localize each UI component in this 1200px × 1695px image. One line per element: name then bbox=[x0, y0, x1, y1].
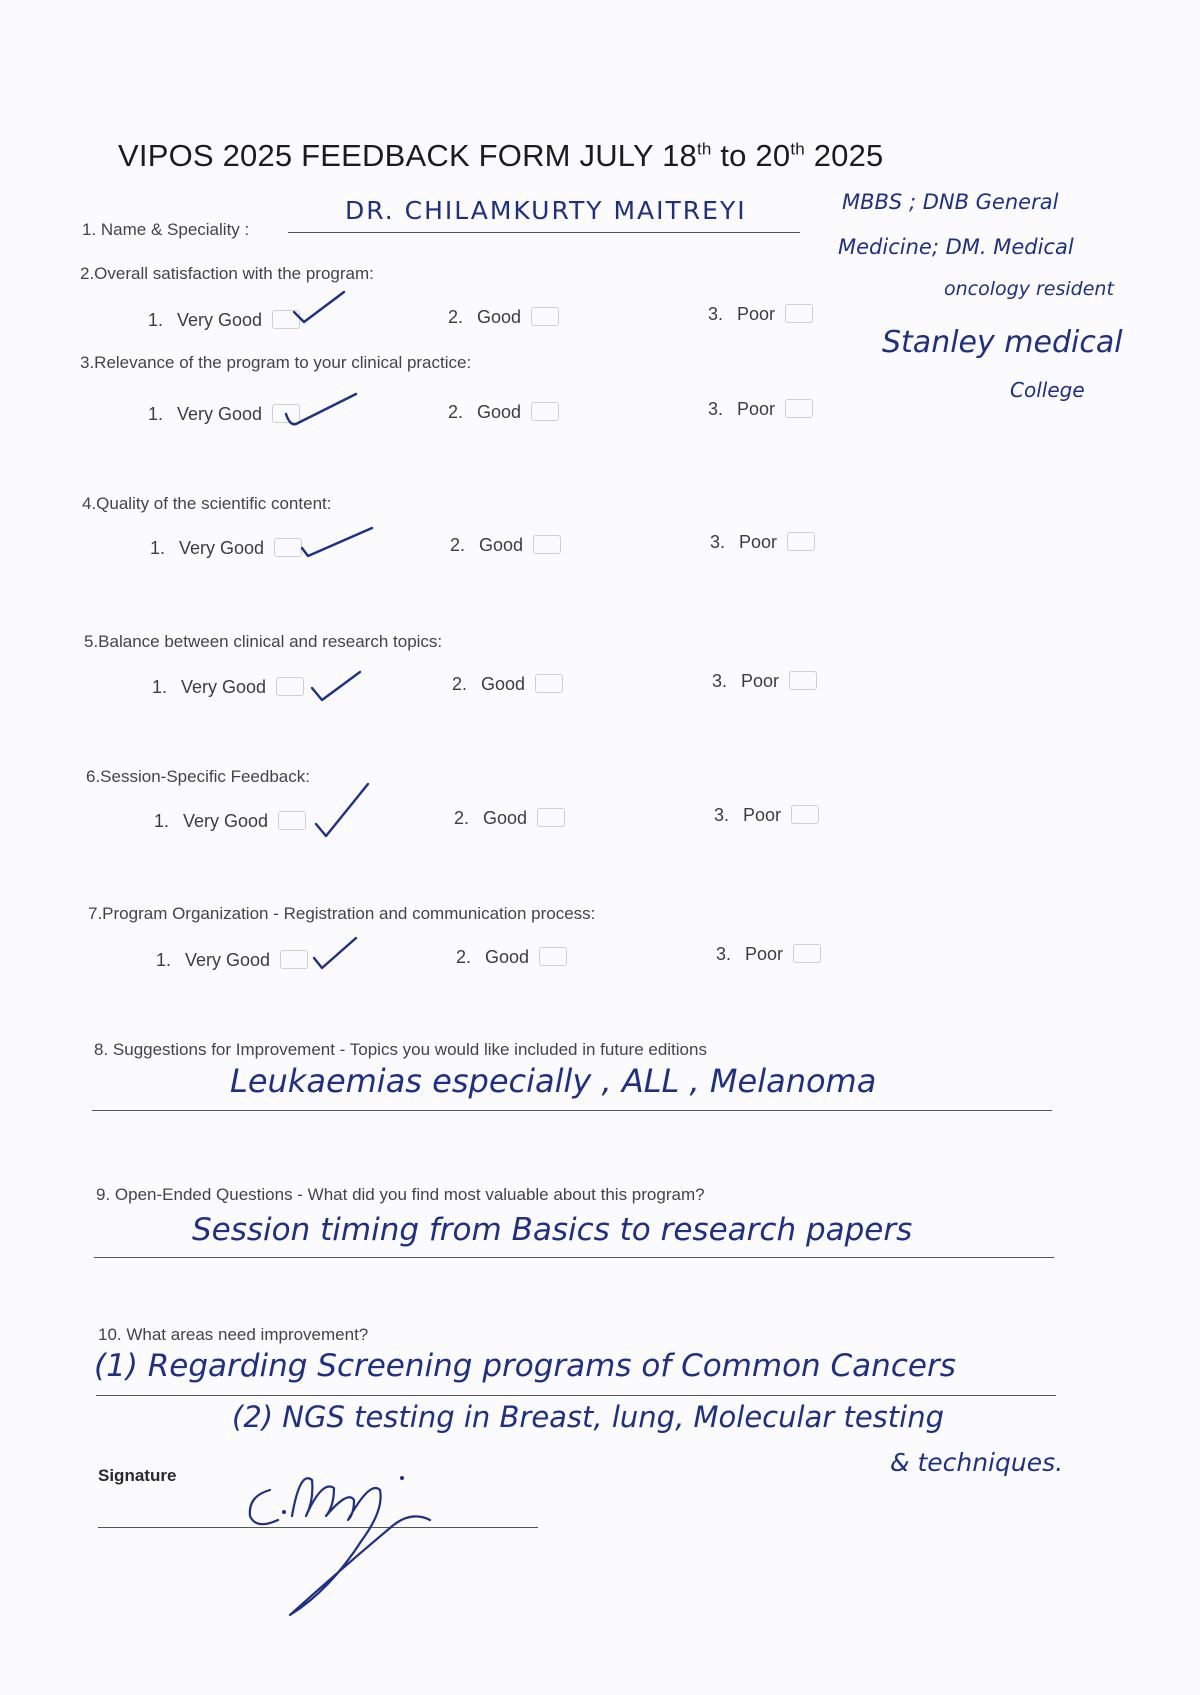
q5-option-good[interactable] bbox=[452, 674, 563, 695]
q2-option-poor[interactable] bbox=[708, 304, 813, 325]
most-valuable-line bbox=[94, 1257, 1054, 1258]
suggestions-line bbox=[92, 1110, 1052, 1111]
q7-option-good[interactable] bbox=[456, 947, 567, 968]
q2-option-good[interactable] bbox=[448, 307, 559, 328]
q5-check-mark bbox=[308, 666, 368, 706]
q5-option-very-good[interactable] bbox=[152, 677, 304, 698]
suggestions-answer[interactable]: Leukaemias especially , ALL , Melanoma bbox=[230, 1062, 877, 1100]
q2-check-mark bbox=[290, 288, 350, 328]
checkbox[interactable] bbox=[533, 535, 561, 554]
question-suggestions: 8. Suggestions for Improvement - Topics you would like included in future editions bbox=[94, 1040, 707, 1059]
option-number: 3. bbox=[708, 399, 724, 419]
q6-option-good[interactable] bbox=[454, 808, 565, 829]
option-label: Very Good bbox=[177, 404, 263, 424]
option-label: Poor bbox=[741, 671, 780, 691]
q6-option-poor[interactable] bbox=[714, 805, 819, 826]
q3-option-good[interactable] bbox=[448, 402, 559, 423]
speciality-line-1: MBBS ; DNB General bbox=[842, 190, 1059, 214]
q6-option-very-good[interactable] bbox=[154, 811, 306, 832]
option-number: 2. bbox=[448, 402, 464, 422]
option-number: 2. bbox=[456, 947, 472, 967]
improvement-answer-line-3[interactable]: & techniques. bbox=[890, 1448, 1064, 1477]
option-label: Very Good bbox=[183, 811, 269, 831]
option-label: Good bbox=[481, 674, 526, 694]
option-label: Good bbox=[485, 947, 530, 967]
speciality-line-2: Medicine; DM. Medical bbox=[838, 235, 1074, 259]
q3-check-mark bbox=[280, 390, 360, 430]
name-line bbox=[288, 232, 800, 233]
name-label: 1. Name & Speciality : bbox=[82, 220, 250, 239]
checkbox[interactable] bbox=[785, 399, 813, 418]
checkbox[interactable] bbox=[785, 304, 813, 323]
question-relevance: 3.Relevance of the program to your clinical practice: bbox=[80, 353, 472, 372]
question-balance: 5.Balance between clinical and research topics: bbox=[84, 632, 443, 651]
option-label: Poor bbox=[737, 304, 776, 324]
checkbox[interactable] bbox=[791, 805, 819, 824]
option-number: 1. bbox=[148, 310, 164, 330]
speciality-line-3: oncology resident bbox=[944, 278, 1114, 300]
checkbox[interactable] bbox=[278, 811, 306, 830]
q7-option-very-good[interactable] bbox=[156, 950, 308, 971]
option-label: Good bbox=[477, 402, 522, 422]
option-number: 2. bbox=[448, 307, 464, 327]
question-most-valuable: 9. Open-Ended Questions - What did you find most valuable about this program? bbox=[96, 1185, 705, 1204]
question-session-feedback: 6.Session-Specific Feedback: bbox=[86, 767, 310, 786]
speciality-line-5: College bbox=[1010, 378, 1085, 402]
question-scientific-content: 4.Quality of the scientific content: bbox=[82, 494, 332, 513]
q5-option-poor[interactable] bbox=[712, 671, 817, 692]
form-title: VIPOS 2025 FEEDBACK FORM JULY 18th to 20th 2025 bbox=[118, 138, 884, 173]
improvement-answer-line-1[interactable]: (1) Regarding Screening programs of Common Cancers bbox=[94, 1348, 956, 1384]
option-number: 3. bbox=[712, 671, 728, 691]
checkbox[interactable] bbox=[535, 674, 563, 693]
signature-label: Signature bbox=[98, 1466, 177, 1485]
q6-check-mark bbox=[312, 780, 372, 840]
option-number: 1. bbox=[156, 950, 172, 970]
signature-mark[interactable] bbox=[230, 1450, 470, 1630]
checkbox[interactable] bbox=[537, 808, 565, 827]
q2-option-very-good[interactable] bbox=[148, 310, 300, 331]
option-label: Very Good bbox=[185, 950, 271, 970]
q3-option-very-good[interactable] bbox=[148, 404, 300, 425]
option-number: 1. bbox=[148, 404, 164, 424]
question-areas-improvement: 10. What areas need improvement? bbox=[98, 1325, 369, 1344]
checkbox[interactable] bbox=[276, 677, 304, 696]
option-number: 2. bbox=[454, 808, 470, 828]
option-number: 2. bbox=[450, 535, 466, 555]
question-overall-satisfaction: 2.Overall satisfaction with the program: bbox=[80, 264, 374, 283]
option-number: 3. bbox=[716, 944, 732, 964]
option-number: 1. bbox=[154, 811, 170, 831]
option-label: Very Good bbox=[179, 538, 265, 558]
option-number: 1. bbox=[152, 677, 168, 697]
option-label: Good bbox=[483, 808, 528, 828]
option-label: Very Good bbox=[181, 677, 267, 697]
checkbox[interactable] bbox=[280, 950, 308, 969]
option-label: Poor bbox=[737, 399, 776, 419]
q7-check-mark bbox=[310, 934, 360, 974]
speciality-line-4: Stanley medical bbox=[882, 325, 1123, 360]
option-label: Very Good bbox=[177, 310, 263, 330]
option-label: Poor bbox=[739, 532, 778, 552]
q4-option-very-good[interactable] bbox=[150, 538, 302, 559]
checkbox[interactable] bbox=[539, 947, 567, 966]
q7-option-poor[interactable] bbox=[716, 944, 821, 965]
q4-option-poor[interactable] bbox=[710, 532, 815, 553]
checkbox[interactable] bbox=[787, 532, 815, 551]
option-number: 3. bbox=[714, 805, 730, 825]
improvement-answer-line-2[interactable]: (2) NGS testing in Breast, lung, Molecular testing bbox=[232, 1400, 945, 1434]
option-label: Poor bbox=[743, 805, 782, 825]
q4-option-good[interactable] bbox=[450, 535, 561, 556]
option-number: 3. bbox=[710, 532, 726, 552]
q4-check-mark bbox=[298, 522, 378, 562]
most-valuable-answer[interactable]: Session timing from Basics to research papers bbox=[192, 1212, 913, 1248]
question-organization: 7.Program Organization - Registration and communication process: bbox=[88, 904, 596, 923]
option-number: 2. bbox=[452, 674, 468, 694]
option-label: Poor bbox=[745, 944, 784, 964]
checkbox[interactable] bbox=[531, 307, 559, 326]
option-number: 3. bbox=[708, 304, 724, 324]
option-label: Good bbox=[479, 535, 524, 555]
checkbox[interactable] bbox=[531, 402, 559, 421]
q3-option-poor[interactable] bbox=[708, 399, 813, 420]
name-value: DR. CHILAMKURTY MAITREYI bbox=[345, 196, 747, 225]
improvement-line bbox=[96, 1395, 1056, 1396]
option-number: 1. bbox=[150, 538, 166, 558]
option-label: Good bbox=[477, 307, 522, 327]
checkbox[interactable] bbox=[793, 944, 821, 963]
checkbox[interactable] bbox=[789, 671, 817, 690]
